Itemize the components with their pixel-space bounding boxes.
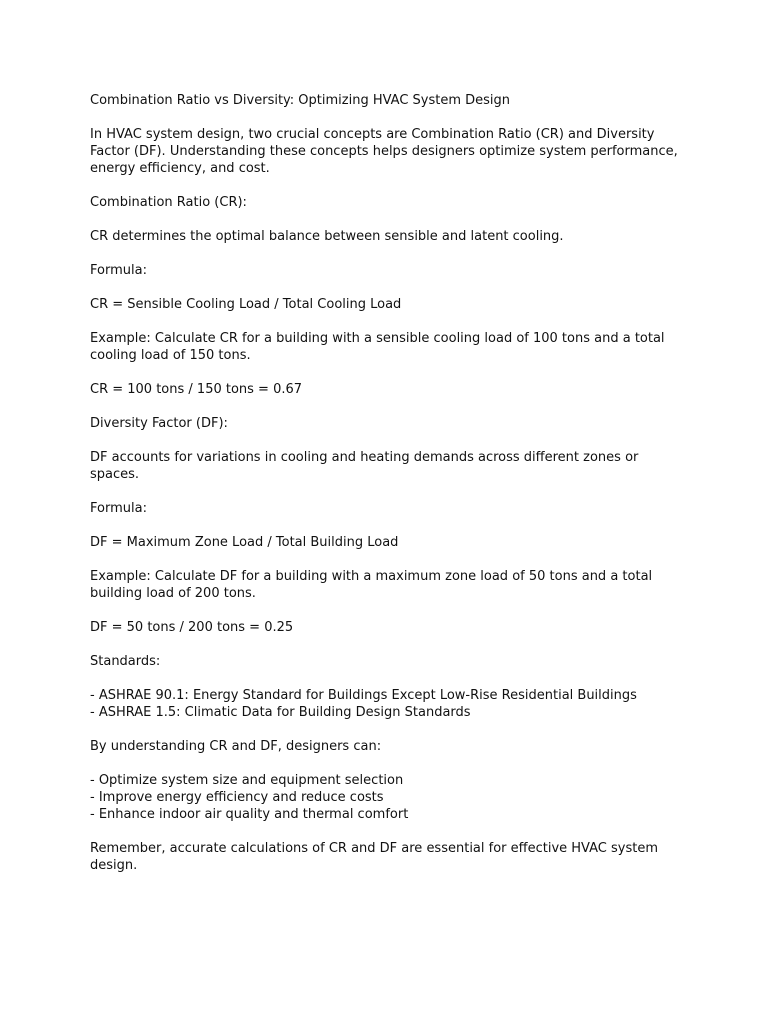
df-formula: DF = Maximum Zone Load / Total Building Load [90, 535, 399, 550]
cr-formula: CR = Sensible Cooling Load / Total Cooling Load [90, 297, 402, 312]
list-item: - Enhance indoor air quality and thermal comfort [90, 807, 409, 822]
standards-list [90, 687, 690, 721]
df-formula-label: Formula: [90, 501, 147, 516]
list-item: - Improve energy efficiency and reduce costs [90, 790, 384, 805]
conclusion-paragraph: Remember, accurate calculations of CR and DF are essential for effective HVAC system design. [90, 841, 658, 873]
list-item: - ASHRAE 1.5: Climatic Data for Building Design Standards [90, 705, 471, 720]
df-heading: Diversity Factor (DF): [90, 416, 228, 431]
cr-example: Example: Calculate CR for a building with a sensible cooling load of 100 tons and a total cooling load of 150 tons. [90, 331, 665, 363]
cr-formula-label: Formula: [90, 263, 147, 278]
list-item: - ASHRAE 90.1: Energy Standard for Buildings Except Low-Rise Residential Buildings [90, 688, 637, 703]
list-item: - Optimize system size and equipment selection [90, 773, 404, 788]
document-title: Combination Ratio vs Diversity: Optimizing HVAC System Design [90, 93, 511, 108]
benefits-heading: By understanding CR and DF, designers can: [90, 739, 382, 754]
benefits-list [90, 772, 690, 823]
cr-result: CR = 100 tons / 150 tons = 0.67 [90, 382, 303, 397]
df-result: DF = 50 tons / 200 tons = 0.25 [90, 620, 294, 635]
df-example: Example: Calculate DF for a building with a maximum zone load of 50 tons and a total building load of 200 tons. [90, 569, 653, 601]
cr-heading: Combination Ratio (CR): [90, 195, 247, 210]
df-description: DF accounts for variations in cooling and heating demands across different zones or spaces. [90, 450, 639, 482]
cr-description: CR determines the optimal balance between sensible and latent cooling. [90, 229, 564, 244]
document-page [90, 92, 690, 891]
standards-heading: Standards: [90, 654, 161, 669]
intro-paragraph: In HVAC system design, two crucial concepts are Combination Ratio (CR) and Diversity Factor (DF). Understanding these concepts helps designers optimize system performance, energy efficiency, and cost. [90, 127, 678, 176]
